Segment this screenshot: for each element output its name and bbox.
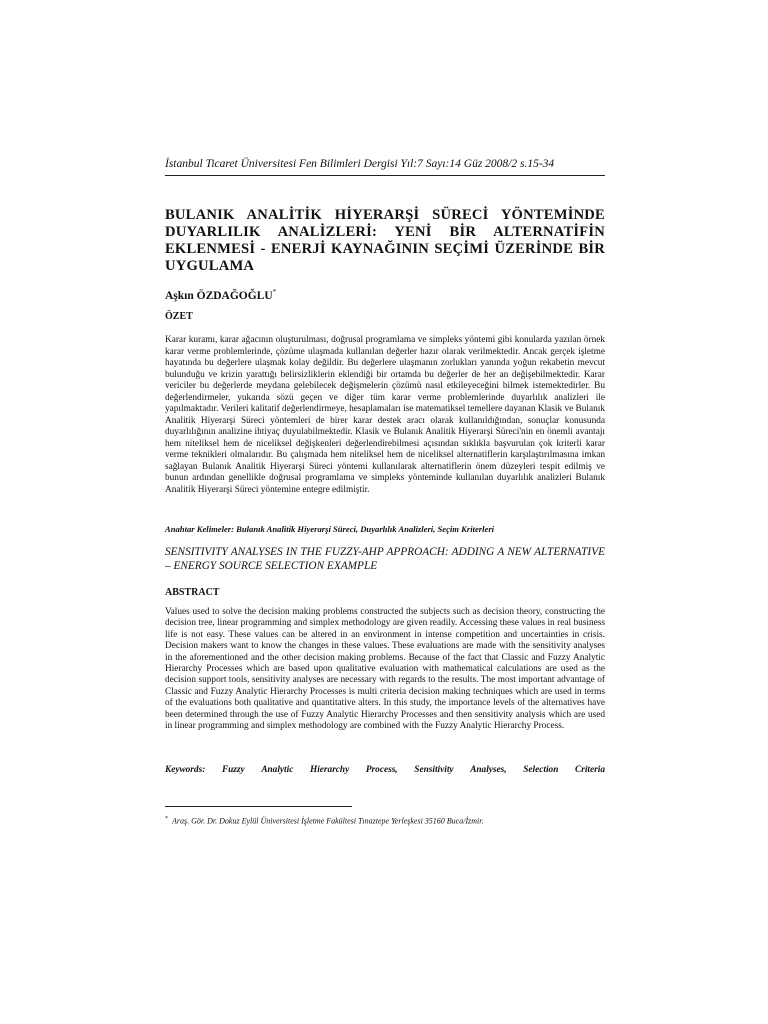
ozet-text: Karar kuramı, karar ağacının oluşturulması, doğrusal programlama ve simpleks yöntemi gibi konularda yazılan örnek karar verme problemlerinde, çözüme ulaşmada kullanılan değerler hazır olarak verilmektedir. Ancak gerçek işletme hayatında bu değerlere ulaşmak kolay değildir. Bu değerlere ulaşmanın zorlukları yanında yoğun rekabetin mevcut bulunduğu ve krizin yarattığı belirsizliklerin eklendiği bir ortamda bu değerler de her an değişebilmektedir. Karar vericiler bu değerlerde meydana gelebilecek değişmelerin çözümü nasıl etkileyeceğini bilmek istemektedirler. Bu değerlendirmeler, yukarıda sözü geçen ve diğer tüm karar verme problemlerinde duyarlılık analizleri ile yapılmaktadır. Verileri kalitatif değerlendirmeye, hesaplamaları ise matematiksel temellere dayanan Klasik ve Bulanık Analitik Hiyerarşi Süreci yöntemleri de birer karar destek aracı olarak kullanıldığından, sonuçlar konusunda duyarlılığının analizine ihtiyaç duyulabilmektedir. Klasik ve Bulanık Analitik Hiyerarşi Süreci'nin en önemli avantajı hem niteliksel hem de niceliksel değişkenleri değerlendirebilmesi açısından sıklıkla başvurulan çok kriterli karar verme teknikleri olmalarıdır. Bu çalışmada hem niteliksel hem de niceliksel alternatiflerin karşılaştırılmasına imkan sağlayan Bulanık Analitik Hiyerarşi Süreci yöntemi kullanılarak alternatiflerin önem düzeyleri tespit edilmiş ve bunun ardından genellikle doğrusal programlama ve simpleks yönteminde kullanılan duyarlılık analizleri Bulanık Analitik Hiyerarşi Süreci yöntemine entegre edilmiştir. [165,335,605,495]
keyword: Fuzzy [221,765,245,775]
paper-title: BULANIK ANALİTİK HİYERARŞİ SÜRECİ YÖNTEMİNDE DUYARLILIK ANALİZLERİ: YENİ BİR ALTERNATİFİN EKLENMESİ - ENERJİ KAYNAĞININ SEÇİMİ ÜZERİNDE BİR UYGULAMA [165,207,605,274]
keyword: Keywords: [165,765,206,775]
abstract-heading: ABSTRACT [165,587,220,598]
journal-header: İstanbul Ticaret Üniversitesi Fen Bilimleri Dergisi Yıl:7 Sayı:14 Güz 2008/2 s.15-34 [165,158,555,170]
keyword: Analyses, [470,765,507,775]
ozet-heading: ÖZET [165,311,193,322]
footnote-rule [165,806,352,807]
keyword: Criteria [575,765,605,775]
keyword: Sensitivity [414,765,454,775]
footnote-text: Araş. Gör. Dr. Dokuz Eylül Üniversitesi İşletme Fakültesi Tınaztepe Yerleşkesi 35160 Buca/İzmir. [172,816,484,826]
english-title: SENSITIVITY ANALYSES IN THE FUZZY-AHP APPROACH: ADDING A NEW ALTERNATIVE – ENERGY SOURCE SELECTION EXAMPLE [165,546,605,572]
keywords-english [165,764,605,776]
abstract-text: Values used to solve the decision making problems constructed the subjects such as decision theory, constructing the decision tree, linear programming and simplex methodology are given readily. Accessing these values in real business life is not easy. These values can be altered in an environment in intense competition and uncertainties in crisis. Decision makers want to know the changes in these values. These evaluations are made with the sensitivity analyses in the aforementioned and the other decision making problems. Because of the fact that Classic and Fuzzy Analytic Hierarchy Processes which are based upon qualitative evaluation with mathematical calculations are used as the decision support tools, sensitivity analyses are necessary with regards to the results. The most important advantage of Classic and Fuzzy Analytic Hierarchy Processes is multi criteria decision making techniques which are used in terms of the evaluations both qualitative and quantitative alters. In this study, the importance levels of the alternatives have been determined through the use of Fuzzy Analytic Hierarchy Processes and then sensitivity analysis which are used in linear programming and simplex methodology are combined with the Fuzzy Analytic Hierarchy Process. [165,607,605,732]
author-name: Aşkın ÖZDAĞOĞLU [165,289,273,302]
keywords-turkish: Anahtar Kelimeler: Bulanık Analitik Hiyerarşi Süreci, Duyarlılık Analizleri, Seçim Kriterleri [165,524,495,534]
footnote-mark: * [165,816,168,822]
keyword: Process, [365,765,398,775]
author-footnote-mark: * [272,288,277,296]
footnote [165,814,605,827]
keyword: Selection [523,765,559,775]
keyword: Hierarchy [309,765,350,775]
keyword: Analytic [261,765,294,775]
header-rule [165,175,605,176]
author [165,285,276,303]
